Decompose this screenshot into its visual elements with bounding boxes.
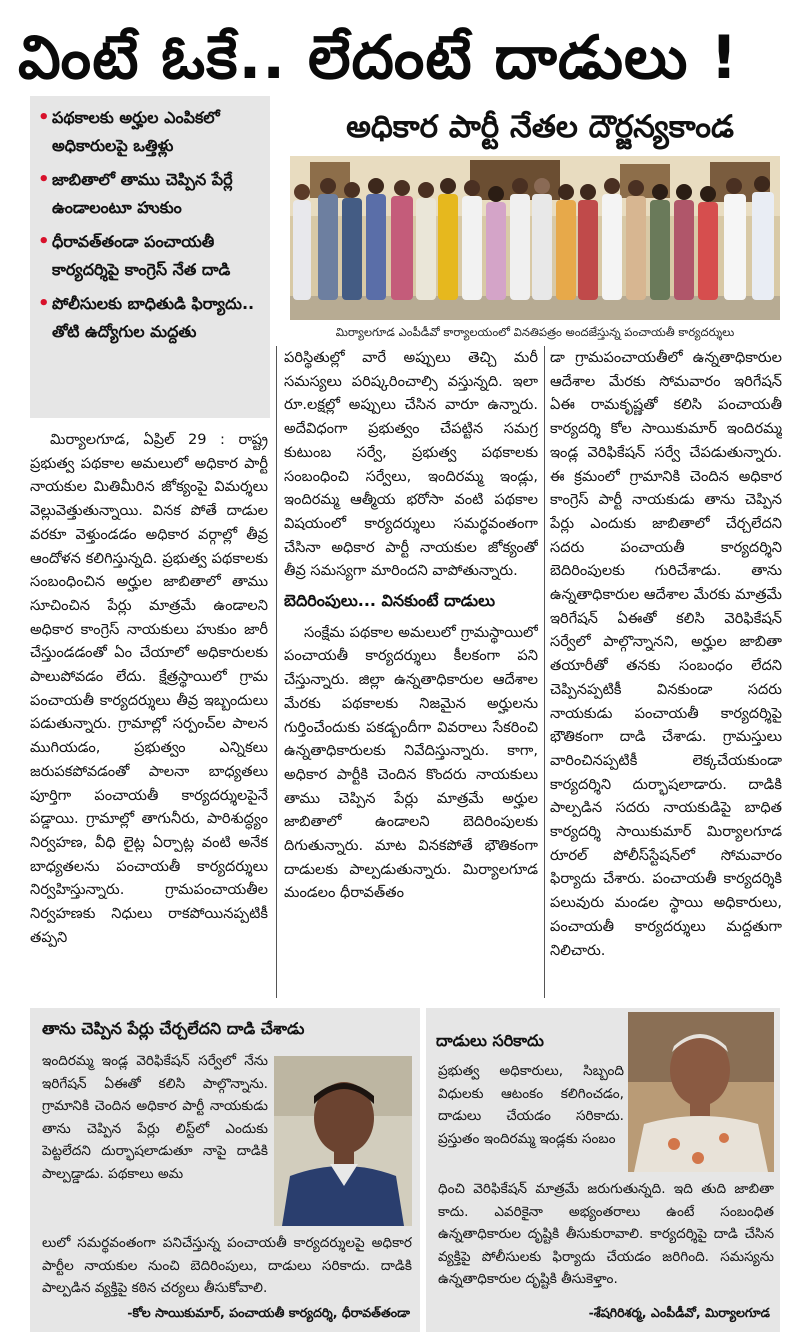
portrait-photo bbox=[628, 1012, 774, 1172]
headline: వింటే ఓకే.. లేదంటే దాడులు ! bbox=[18, 23, 739, 93]
quote-text: ప్రభుత్వ అధికారులు, సిబ్బంది విధులకు ఆటంకం కలిగించడం, దాడులు చేయడం సరికాదు. ప్రస్తుతం ఇందిరమ్మ ఇండ్లకు సంబం bbox=[438, 1063, 624, 1147]
section-subheading: బెదిరింపులు... వినకుంటే దాడులు bbox=[284, 591, 495, 611]
highlight-item: • పథకాలకు అర్హుల ఎంపికలో అధికారులపై ఒత్తిళ్లు bbox=[36, 104, 264, 160]
quote-text: లులో సమర్థవంతంగా పనిచేస్తున్న పంచాయతీ కార్యదర్శులపై అధికార పార్టీల నాయకుల నుంచి బెదిరింపులు, దాడులు సరికాదు. దాడికి పాల్పడిన వ్యక్తిపై కఠిన చర్యలు తీసుకోవాలి. bbox=[42, 1235, 412, 1297]
article-column-2 bbox=[284, 346, 538, 998]
column-divider bbox=[276, 346, 277, 998]
quote-text: ధించి వెరిఫికేషన్‌ మాత్రమే జరుగుతున్నది. ఇది తుది జాబితా కాదు. ఎవరికైనా అభ్యంతరాలు ఉంటే సంబంధిత ఉన్నతాధికారుల దృష్టికి తీసుకురావాలి. కార్యదర్శిపై దాడి చేసిన వ్యక్తిపై పోలీసులకు ఫిర్యాదు చేయడం జరిగింది. సమస్యను ఉన్నతాధికారుల దృష్టికి తీసుకెళ్తాం. bbox=[438, 1181, 774, 1288]
portrait-photo bbox=[274, 1056, 412, 1226]
group-photo bbox=[290, 156, 780, 320]
article-paragraph: పరిస్థితుల్లో వారే అప్పులు తెచ్చి మరీ సమస్యలు పరిష్కరించాల్సి వస్తున్నది. ఇలా రూ.లక్షల్లో అప్పులు చేసిన వారూ ఉన్నారు. అదేవిధంగా ప్రభుత్వం చేపట్టిన సమగ్ర కుటుంబ సర్వే, ప్రభుత్వ పథకాలకు సంబంధించి సర్వేలు, ఇందిరమ్మ ఇండ్లు, ఇందిరమ్మ ఆత్మీయ భరోసా వంటి పథకాల విషయంలో కార్యదర్శులు సమర్థవంతంగా చేసినా అధికార పార్టీ నాయకుల జోక్యంతో తీవ్ర సమస్యగా మారిందని వాపోతున్నారు. bbox=[284, 349, 538, 580]
bullet-icon: • bbox=[38, 293, 50, 314]
article-paragraph: డా గ్రామపంచాయతీలో ఉన్నతాధికారుల ఆదేశాల మేరకు సోమవారం ఇరిగేషన్‌ ఏఈ రామకృష్ణతో కలిసి పంచాయతీ కార్యదర్శి కోల సాయికుమార్‌ ఇందిరమ్మ ఇండ్ల వెరిఫికేషన్‌ సర్వే చేపడుతున్నారు. ఈ క్రమంలో గ్రామానికి చెందిన అధికార కాంగ్రెస్‌ పార్టీ నాయకుడు తాను చెప్పిన పేర్లు ఎందుకు జాబితాలో చేర్చలేదని సదరు పంచాయతీ కార్యదర్శిని బెదిరింపులకు గురిచేశాడు. తాను ఉన్నతాధికారుల ఆదేశాల మేరకు మాత్రమే ఇరిగేషన్‌ ఏఈతో కలిసి వెరిఫికేషన్‌ సర్వేలో పాల్గొన్నానని, అర్హుల జాబితా తయారీతో తనకు సంబంధం లేదని చెప్పినప్పటికీ వినకుండా సదరు నాయకుడు పంచాయతీ కార్యదర్శిపై భౌతికంగా దాడి చేశాడు. గ్రామస్తులు వారించినప్పటికీ లెక్కచేయకుండా కార్యదర్శిని దుర్భాషలాడారు. దాడికి పాల్పడిన సదరు నాయకుడిపై బాధిత కార్యదర్శి సాయికుమార్‌ మిర్యాలగూడ రూరల్‌ పోలీస్‌స్టేషన్‌లో సోమవారం ఫిర్యాదు చేశారు. పంచాయతీ కార్యదర్శికి పలువురు మండల స్థాయి అధికారులు, పంచాయతీ కార్యదర్శులు మద్దతుగా నిలిచారు. bbox=[550, 349, 782, 959]
column-divider bbox=[544, 346, 545, 998]
person-portrait-illustration bbox=[274, 1056, 412, 1226]
article-paragraph: సంక్షేమ పథకాల అమలులో గ్రామస్థాయిలో పంచాయతీ కార్యదర్శులు కీలకంగా పని చేస్తున్నారు. జిల్లా ఉన్నతాధికారుల ఆదేశాల మేరకు పథకాలకు నిజమైన అర్హులను గుర్తించేందుకు పకడ్బందీగా వివరాలు సేకరించి ఉన్నతాధికారులకు నివేదిస్తున్నారు. కాగా, అధికార పార్టీకి చెందిన కొందరు నాయకులు తాము చెప్పిన పేర్లు మాత్రమే అర్హుల జాబితాలో ఉండాలని బెదిరింపులకు దిగుతున్నారు. మాట వినకపోతే భౌతికంగా దాడులకు పాల్పడుతున్నారు. మిర్యాలగూడ మండలం ధీరావత్‌తం bbox=[284, 623, 538, 902]
photo-caption: మిర్యాలగూడ ఎంపీడీవో కార్యాలయంలో వినతిపత్రం అందజేస్తున్న పంచాయతీ కార్యదర్శులు bbox=[335, 325, 735, 339]
quote-signature: -శేషగిరిశర్మ, ఎంపీడీవో, మిర్యాలగూడ bbox=[588, 1305, 770, 1320]
article-paragraph: మిర్యాలగూడ, ఏప్రిల్‌ 29 : రాష్ట్ర ప్రభుత్వ పథకాల అమలులో అధికార పార్టీ నాయకుల మితిమీరిన జోక్యంపై విమర్శలు వెల్లువెత్తుతున్నాయి. వినక పోతే దాడుల వరకూ వెళ్తుండడం అధికార వర్గాల్లో తీవ్ర ఆందోళన కలిగిస్తున్నది. ప్రభుత్వ పథకాలకు సంబంధించిన అర్హుల జాబితాలో తాము సూచించిన పేర్లు మాత్రమే ఉండాలని అధికార కాంగ్రెస్‌ నాయకులు హుకుం జారీ చేస్తుండడంతో ఏం చేయాలో అధికారులకు పాలుపోవడం లేదు. క్షేత్రస్థాయిలో గ్రామ పంచాయతీ కార్యదర్శులు తీవ్ర ఇబ్బందులు పడుతున్నారు. గ్రామాల్లో సర్పంచ్‌ల పాలన ముగియడం, ప్రభుత్వం ఎన్నికలు జరుపకపోవడంతో పాలనా బాధ్యతలు పూర్తిగా పంచాయతీ కార్యదర్శులపైనే పడ్డాయి. గ్రామాల్లో తాగునీరు, పారిశుద్ధ్యం నిర్వహణ, వీధి లైట్ల ఏర్పాట్ల వంటి అనేక బాధ్యతలను పంచాయతీ కార్యదర్శులు నిర్వహిస్తున్నారు. గ్రామపంచాయతీల నిర్వహణకు నిధులు రాకపోయినప్పటికీ తప్పని bbox=[30, 431, 268, 946]
quote-signature: -కోల సాయికుమార్‌, పంచాయతీ కార్యదర్శి, ధీరావత్‌తండా bbox=[127, 1305, 410, 1320]
highlight-item: • పోలీసులకు బాధితుడి ఫిర్యాదు.. తోటి ఉద్యోగుల మద్దతు bbox=[36, 290, 264, 346]
article-column-3 bbox=[550, 346, 782, 998]
group-photo-illustration bbox=[290, 156, 780, 320]
highlight-item: • జాబితాలో తాము చెప్పిన పేర్లే ఉండాలంటూ హుకుం bbox=[36, 166, 264, 222]
quote-box-mpdo bbox=[426, 1008, 780, 1332]
person-portrait-illustration bbox=[628, 1012, 774, 1172]
quote-box-title: దాడులు సరికాదు bbox=[436, 1031, 544, 1050]
quote-box-title: తాను చెప్పిన పేర్లు చేర్చలేదని దాడి చేశాడు bbox=[42, 1019, 305, 1038]
highlight-item: • ధీరావత్‌తండా పంచాయతీ కార్యదర్శిపై కాంగ్రెస్‌ నేత దాడి bbox=[36, 228, 264, 284]
bullet-icon: • bbox=[38, 107, 50, 128]
quote-box-secretary bbox=[30, 1008, 420, 1332]
bullet-icon: • bbox=[38, 231, 50, 252]
bullet-icon: • bbox=[38, 169, 50, 190]
article-column-1 bbox=[30, 428, 268, 998]
subheadline: అధికార పార్టీ నేతల దౌర్జన్యకాండ bbox=[346, 109, 734, 145]
quote-text: ఇందిరమ్మ ఇండ్ల వెరిఫికేషన్‌ సర్వేలో నేను ఇరిగేషన్‌ ఏఈతో కలిసి పాల్గొన్నాను. గ్రామానికి చెందిన అధికార పార్టీ నాయకుడు తాను చెప్పిన పేర్లు లిస్ట్‌లో ఎందుకు పెట్టలేదని దుర్భాషలాడుతూ నాపై దాడికి పాల్పడ్డాడు. పథకాలు అమ bbox=[42, 1053, 268, 1182]
highlights-box bbox=[30, 96, 270, 418]
